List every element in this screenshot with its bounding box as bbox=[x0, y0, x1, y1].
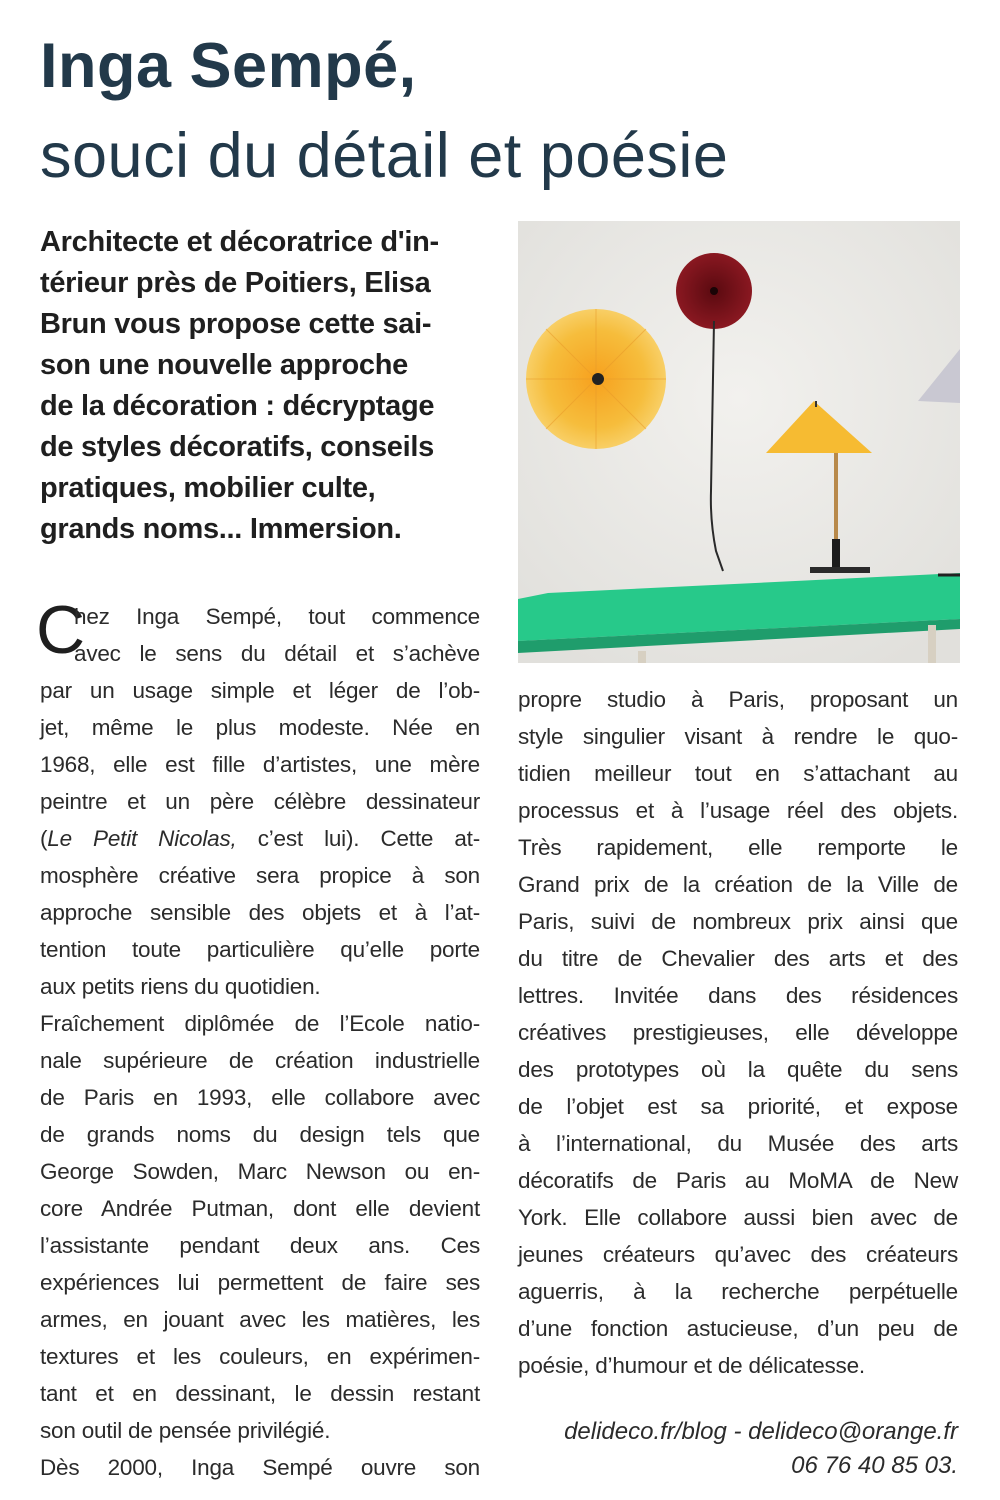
contact-block bbox=[564, 1415, 958, 1483]
drop-cap: C bbox=[36, 592, 86, 668]
text-line: aux petits riens du quotidien. bbox=[40, 974, 321, 999]
text-line: créatives prestigieuses, elle développe bbox=[518, 1020, 958, 1045]
lead-line: grands noms... Immersion. bbox=[40, 513, 402, 545]
text-line: hez Inga Sempé, tout commence bbox=[74, 604, 480, 629]
article-title: Inga Sempé, bbox=[40, 31, 417, 101]
lead-paragraph bbox=[40, 222, 480, 550]
text-line: à l’international, du Musée des arts bbox=[518, 1131, 958, 1156]
text-line: de l’objet est sa priorité, et expose bbox=[518, 1094, 958, 1119]
text-line bbox=[40, 820, 480, 857]
text-line: expériences lui permettent de faire ses bbox=[40, 1270, 480, 1295]
contact-phone[interactable]: 06 76 40 85 03. bbox=[791, 1452, 958, 1479]
lead-line: son une nouvelle approche bbox=[40, 349, 408, 381]
text-line: poésie, d’humour et de délicatesse. bbox=[518, 1353, 865, 1378]
contact-web-email[interactable]: delideco.fr/blog - delideco@orange.fr bbox=[564, 1418, 958, 1445]
text-line: textures et les couleurs, en expérimen- bbox=[40, 1344, 480, 1369]
text-line: style singulier visant à rendre le quo- bbox=[518, 724, 958, 749]
body-column-left bbox=[40, 598, 480, 1486]
text-line: l’assistante pendant deux ans. Ces bbox=[40, 1233, 480, 1258]
article-photo-lamps bbox=[518, 221, 960, 663]
text-line: George Sowden, Marc Newson ou en- bbox=[40, 1159, 480, 1184]
lead-line: Architecte et décoratrice d'in- bbox=[40, 226, 439, 258]
text-line: 1968, elle est fille d’artistes, une mère bbox=[40, 752, 480, 777]
table-leg bbox=[638, 651, 646, 663]
text-line: nale supérieure de création industrielle bbox=[40, 1048, 480, 1073]
text-line: peintre et un père célèbre dessinateur bbox=[40, 789, 480, 814]
lead-line: de la décoration : décryptage bbox=[40, 390, 435, 422]
text-line: propre studio à Paris, proposant un bbox=[518, 687, 958, 712]
text-line: lettres. Invitée dans des résidences bbox=[518, 983, 958, 1008]
book-title: Le Petit Nicolas, bbox=[47, 826, 237, 851]
text-line: armes, en jouant avec les matières, les bbox=[40, 1307, 480, 1332]
text-line: tant et en dessinant, le dessin restant bbox=[40, 1381, 480, 1406]
text-line: de Paris en 1993, elle collabore avec bbox=[40, 1085, 480, 1110]
text-line: d’une fonction astucieuse, d’un peu de bbox=[518, 1316, 958, 1341]
text-line: décoratifs de Paris au MoMA de New bbox=[518, 1168, 958, 1193]
article-subtitle: souci du détail et poésie bbox=[40, 121, 729, 191]
text-line: des prototypes où la quête du sens bbox=[518, 1057, 958, 1082]
text-fragment: c’est lui). Cette at- bbox=[236, 826, 480, 851]
text-line: Très rapidement, elle remporte le bbox=[518, 835, 958, 860]
text-line: core Andrée Putman, dont elle devient bbox=[40, 1196, 480, 1221]
text-line: son outil de pensée privilégié. bbox=[40, 1418, 331, 1443]
text-line: jeunes créateurs qu’avec des créateurs bbox=[518, 1242, 958, 1267]
text-line: Dès 2000, Inga Sempé ouvre son bbox=[40, 1455, 480, 1480]
text-line: par un usage simple et léger de l’ob- bbox=[40, 678, 480, 703]
text-line: jet, même le plus modeste. Née en bbox=[40, 715, 480, 740]
text-line: processus et à l’usage réel des objets. bbox=[518, 798, 958, 823]
body-column-right bbox=[518, 681, 958, 1384]
lamp-yellow-center bbox=[592, 373, 604, 385]
text-line: tidien meilleur tout en s’attachant au bbox=[518, 761, 958, 786]
text-line: de grands noms du design tels que bbox=[40, 1122, 480, 1147]
text-line: Paris, suivi de nombreux prix ainsi que bbox=[518, 909, 958, 934]
lamp-red-center bbox=[710, 287, 718, 295]
lead-line: pratiques, mobilier culte, bbox=[40, 472, 376, 504]
text-line: mosphère créative sera propice à son bbox=[40, 863, 480, 888]
text-line: Fraîchement diplômée de l’Ecole natio- bbox=[40, 1011, 480, 1036]
text-fragment: ( bbox=[40, 826, 48, 851]
text-line: avec le sens du détail et s’achève bbox=[74, 641, 480, 666]
lead-line: de styles décoratifs, conseils bbox=[40, 431, 434, 463]
lamps-illustration bbox=[518, 221, 960, 663]
text-line: approche sensible des objets et à l’at- bbox=[40, 900, 480, 925]
text-line: aguerris, à la recherche perpétuelle bbox=[518, 1279, 958, 1304]
text-line: du titre de Chevalier des arts et des bbox=[518, 946, 958, 971]
text-line: Grand prix de la création de la Ville de bbox=[518, 872, 958, 897]
text-line: York. Elle collabore aussi bien avec de bbox=[518, 1205, 958, 1230]
lead-line: Brun vous propose cette sai- bbox=[40, 308, 432, 340]
text-line: tention toute particulière qu’elle porte bbox=[40, 937, 480, 962]
lead-line: térieur près de Poitiers, Elisa bbox=[40, 267, 431, 299]
